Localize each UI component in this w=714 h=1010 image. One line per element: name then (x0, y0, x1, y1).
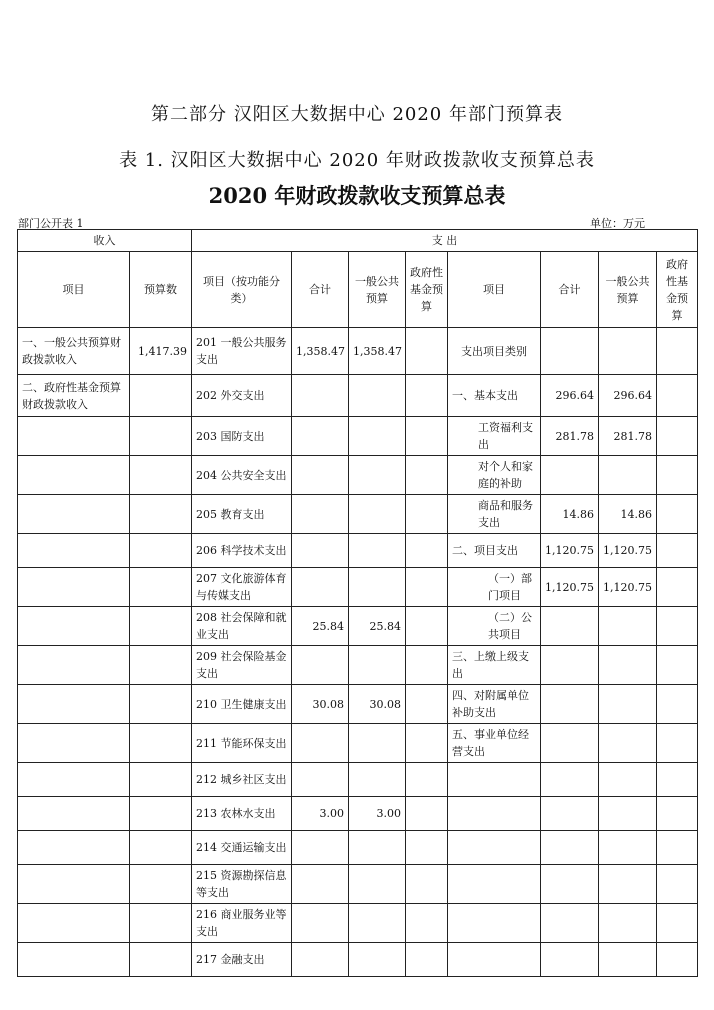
func-fund-cell (406, 568, 448, 607)
func-total-cell (292, 568, 349, 607)
func-general-cell (349, 456, 406, 495)
income-item-cell (18, 456, 130, 495)
expense-item-cell: 三、上缴上级支出 (448, 646, 541, 685)
table-row (18, 943, 698, 977)
income-item-cell (18, 763, 130, 797)
income-header: 收入 (18, 230, 192, 252)
func-general-cell: 25.84 (349, 607, 406, 646)
func-item-cell: 205 教育支出 (192, 495, 292, 534)
func-fund-cell (406, 797, 448, 831)
table-row (18, 724, 698, 763)
table-row (18, 607, 698, 646)
func-general-cell (349, 865, 406, 904)
income-amount-cell (130, 865, 192, 904)
expense-total-cell: 1,120.75 (541, 534, 599, 568)
expense-total-cell: 1,120.75 (541, 568, 599, 607)
func-total-cell (292, 495, 349, 534)
expense-item-cell (448, 797, 541, 831)
func-item-cell: 215 资源勘探信息等支出 (192, 865, 292, 904)
func-item-cell: 209 社会保险基金支出 (192, 646, 292, 685)
expense-item-cell: （二）公共项目 (448, 607, 541, 646)
expense-fund-cell (657, 865, 698, 904)
income-item-cell (18, 865, 130, 904)
func-item-cell: 207 文化旅游体育与传媒支出 (192, 568, 292, 607)
expense-fund-cell (657, 646, 698, 685)
func-item-cell: 202 外交支出 (192, 375, 292, 417)
table-row (18, 495, 698, 534)
func-item-cell: 214 交通运输支出 (192, 831, 292, 865)
expense-item-cell: 商品和服务支出 (448, 495, 541, 534)
func-general-cell (349, 495, 406, 534)
income-item-cell (18, 831, 130, 865)
expense-fund-cell (657, 831, 698, 865)
func-fund-cell (406, 763, 448, 797)
func-fund-cell (406, 495, 448, 534)
expense-general-cell: 1,120.75 (599, 568, 657, 607)
expense-general-cell (599, 724, 657, 763)
expense-item-cell (448, 763, 541, 797)
func-item-cell: 211 节能环保支出 (192, 724, 292, 763)
expense-item-cell: 二、项目支出 (448, 534, 541, 568)
table-title: 表 1. 汉阳区大数据中心 2020 年财政拨款收支预算总表 (119, 150, 595, 171)
col-header-func-item: 项目（按功能分类） (192, 252, 292, 328)
col-header-fund: 政府性基金预算 (406, 252, 448, 328)
expense-general-cell: 296.64 (599, 375, 657, 417)
func-general-cell (349, 646, 406, 685)
income-amount-cell (130, 831, 192, 865)
func-total-cell (292, 646, 349, 685)
income-amount-cell (130, 904, 192, 943)
table-row (18, 534, 698, 568)
table-row (18, 456, 698, 495)
income-amount-cell (130, 797, 192, 831)
func-total-cell: 3.00 (292, 797, 349, 831)
expense-total-cell (541, 831, 599, 865)
income-item-cell: 一、一般公共预算财政拨款收入 (18, 328, 130, 375)
col-header-item: 项目 (18, 252, 130, 328)
income-amount-cell (130, 375, 192, 417)
income-amount-cell (130, 685, 192, 724)
expense-general-cell (599, 607, 657, 646)
income-amount-cell (130, 495, 192, 534)
col-header-general2: 一般公共预算 (599, 252, 657, 328)
expense-total-cell (541, 607, 599, 646)
expense-general-cell: 14.86 (599, 495, 657, 534)
expense-fund-cell (657, 417, 698, 456)
func-general-cell: 30.08 (349, 685, 406, 724)
func-total-cell (292, 943, 349, 977)
expense-fund-cell (657, 456, 698, 495)
col-header-budget: 预算数 (130, 252, 192, 328)
func-total-cell: 1,358.47 (292, 328, 349, 375)
table-row (18, 417, 698, 456)
func-general-cell (349, 534, 406, 568)
func-item-cell: 216 商业服务业等支出 (192, 904, 292, 943)
func-general-cell (349, 831, 406, 865)
income-amount-cell: 1,417.39 (130, 328, 192, 375)
income-item-cell (18, 568, 130, 607)
income-amount-cell (130, 724, 192, 763)
func-general-cell (349, 375, 406, 417)
expense-total-cell (541, 797, 599, 831)
func-fund-cell (406, 685, 448, 724)
func-fund-cell (406, 534, 448, 568)
expense-item-cell: （一）部门项目 (448, 568, 541, 607)
func-item-cell: 212 城乡社区支出 (192, 763, 292, 797)
func-item-cell: 203 国防支出 (192, 417, 292, 456)
expense-total-cell: 296.64 (541, 375, 599, 417)
expense-item-cell: 一、基本支出 (448, 375, 541, 417)
expense-item-cell: 四、对附属单位补助支出 (448, 685, 541, 724)
form-number: 部门公开表 1 (18, 217, 84, 230)
expense-item-cell: 工资福利支出 (448, 417, 541, 456)
income-item-cell (18, 685, 130, 724)
income-item-cell (18, 797, 130, 831)
income-item-cell: 二、政府性基金预算财政拨款收入 (18, 375, 130, 417)
expense-fund-cell (657, 568, 698, 607)
func-fund-cell (406, 456, 448, 495)
expense-item-cell: 支出项目类别 (448, 328, 541, 375)
func-total-cell (292, 904, 349, 943)
table-row (18, 646, 698, 685)
expense-general-cell (599, 831, 657, 865)
col-header-general: 一般公共预算 (349, 252, 406, 328)
income-amount-cell (130, 417, 192, 456)
expense-general-cell (599, 797, 657, 831)
func-general-cell (349, 568, 406, 607)
func-item-cell: 217 金融支出 (192, 943, 292, 977)
income-item-cell (18, 904, 130, 943)
col-header-item2: 项目 (448, 252, 541, 328)
expense-general-cell (599, 943, 657, 977)
func-item-cell: 206 科学技术支出 (192, 534, 292, 568)
expense-general-cell (599, 904, 657, 943)
budget-table (17, 229, 698, 977)
expense-total-cell (541, 943, 599, 977)
table-row (18, 865, 698, 904)
func-fund-cell (406, 646, 448, 685)
expense-fund-cell (657, 328, 698, 375)
func-item-cell: 208 社会保障和就业支出 (192, 607, 292, 646)
expense-item-cell (448, 904, 541, 943)
table-row (18, 328, 698, 375)
expense-general-cell (599, 328, 657, 375)
expense-total-cell: 281.78 (541, 417, 599, 456)
unit-label: 单位：万元 (590, 217, 645, 230)
income-amount-cell (130, 568, 192, 607)
expense-total-cell (541, 456, 599, 495)
func-fund-cell (406, 328, 448, 375)
income-amount-cell (130, 607, 192, 646)
func-fund-cell (406, 904, 448, 943)
func-total-cell (292, 375, 349, 417)
table-row (18, 685, 698, 724)
expense-fund-cell (657, 943, 698, 977)
func-fund-cell (406, 831, 448, 865)
expense-total-cell (541, 904, 599, 943)
func-total-cell (292, 724, 349, 763)
table-row (18, 375, 698, 417)
income-amount-cell (130, 456, 192, 495)
func-general-cell (349, 904, 406, 943)
expense-fund-cell (657, 685, 698, 724)
func-general-cell: 3.00 (349, 797, 406, 831)
func-fund-cell (406, 943, 448, 977)
expense-fund-cell (657, 724, 698, 763)
income-item-cell (18, 534, 130, 568)
func-fund-cell (406, 375, 448, 417)
func-fund-cell (406, 417, 448, 456)
func-fund-cell (406, 724, 448, 763)
expense-item-cell: 五、事业单位经营支出 (448, 724, 541, 763)
func-general-cell (349, 724, 406, 763)
expense-general-cell (599, 456, 657, 495)
expense-header: 支 出 (192, 230, 698, 252)
expense-item-cell: 对个人和家庭的补助 (448, 456, 541, 495)
income-item-cell (18, 943, 130, 977)
table-row (18, 797, 698, 831)
expense-total-cell (541, 865, 599, 904)
func-fund-cell (406, 607, 448, 646)
income-item-cell (18, 724, 130, 763)
expense-general-cell: 1,120.75 (599, 534, 657, 568)
income-item-cell (18, 607, 130, 646)
col-header-total2: 合计 (541, 252, 599, 328)
table-row (18, 568, 698, 607)
header-row-columns (18, 252, 698, 328)
expense-total-cell (541, 685, 599, 724)
expense-total-cell (541, 328, 599, 375)
header-row-group (18, 230, 698, 252)
expense-fund-cell (657, 534, 698, 568)
func-total-cell (292, 417, 349, 456)
func-total-cell: 25.84 (292, 607, 349, 646)
func-item-cell: 210 卫生健康支出 (192, 685, 292, 724)
func-general-cell (349, 763, 406, 797)
expense-item-cell (448, 831, 541, 865)
func-item-cell: 201 一般公共服务支出 (192, 328, 292, 375)
expense-total-cell: 14.86 (541, 495, 599, 534)
income-amount-cell (130, 943, 192, 977)
func-general-cell (349, 943, 406, 977)
expense-fund-cell (657, 763, 698, 797)
table-row (18, 904, 698, 943)
table-row (18, 831, 698, 865)
func-total-cell (292, 865, 349, 904)
func-total-cell (292, 534, 349, 568)
func-total-cell (292, 763, 349, 797)
expense-general-cell (599, 646, 657, 685)
expense-total-cell (541, 763, 599, 797)
income-item-cell (18, 495, 130, 534)
func-item-cell: 213 农林水支出 (192, 797, 292, 831)
func-total-cell (292, 831, 349, 865)
expense-fund-cell (657, 375, 698, 417)
expense-general-cell (599, 865, 657, 904)
func-item-cell: 204 公共安全支出 (192, 456, 292, 495)
expense-total-cell (541, 646, 599, 685)
income-amount-cell (130, 534, 192, 568)
expense-fund-cell (657, 607, 698, 646)
main-title: 2020 年财政拨款收支预算总表 (208, 183, 506, 208)
expense-general-cell (599, 685, 657, 724)
expense-general-cell (599, 763, 657, 797)
col-header-total: 合计 (292, 252, 349, 328)
expense-item-cell (448, 943, 541, 977)
table-row (18, 763, 698, 797)
expense-fund-cell (657, 495, 698, 534)
part-title: 第二部分 汉阳区大数据中心 2020 年部门预算表 (151, 104, 563, 125)
func-total-cell: 30.08 (292, 685, 349, 724)
expense-general-cell: 281.78 (599, 417, 657, 456)
expense-total-cell (541, 724, 599, 763)
income-amount-cell (130, 763, 192, 797)
func-general-cell: 1,358.47 (349, 328, 406, 375)
income-item-cell (18, 646, 130, 685)
func-fund-cell (406, 865, 448, 904)
func-total-cell (292, 456, 349, 495)
income-amount-cell (130, 646, 192, 685)
expense-fund-cell (657, 904, 698, 943)
func-general-cell (349, 417, 406, 456)
expense-fund-cell (657, 797, 698, 831)
col-header-fund2: 政府性基金预算 (657, 252, 698, 328)
income-item-cell (18, 417, 130, 456)
expense-item-cell (448, 865, 541, 904)
